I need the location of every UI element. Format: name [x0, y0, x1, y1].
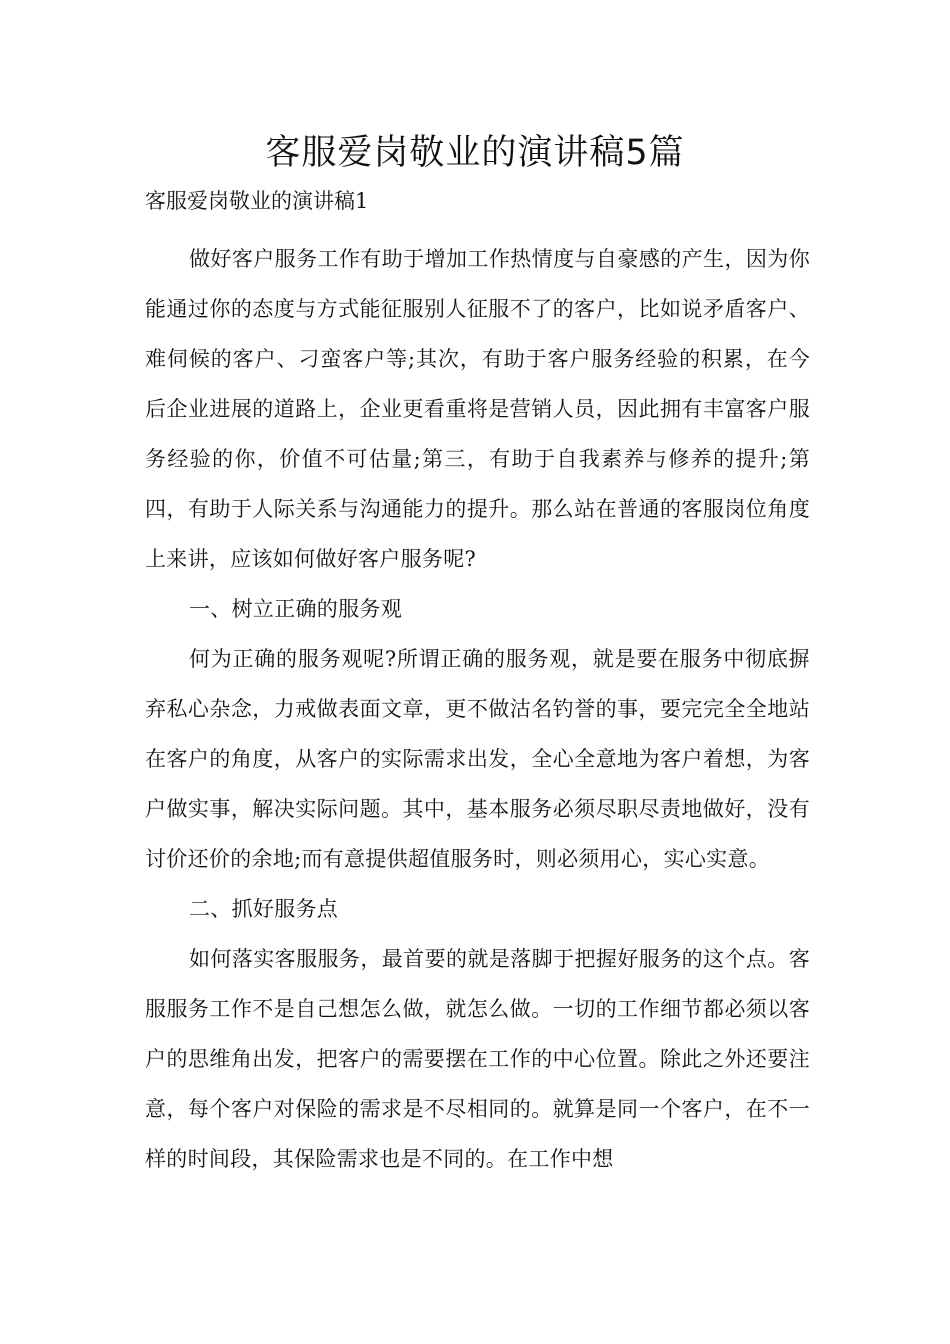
section-heading-2: 二、抓好服务点 — [189, 897, 339, 921]
document-title: 客服爱岗敬业的演讲稿5篇 — [265, 133, 685, 173]
paragraph-service-point: 如何落实客服服务，最首要的就是落脚于把握好服务的这个点。客服服务工作不是自己想怎么做，就怎么做。一切的工作细节都必须以客户的思维角出发，把客户的需要摆在工作的中心位置。除此之外还要注意，每个客户对保险的需求是不尽相同的。就算是同一个客户，在不一样的时间段，其保险需求也是不同的。在工作中想 — [145, 947, 810, 1171]
document-body — [145, 234, 810, 1184]
paragraph-intro: 做好客户服务工作有助于增加工作热情度与自豪感的产生，因为你能通过你的态度与方式能征服别人征服不了的客户，比如说矛盾客户、难伺候的客户、刁蛮客户等;其次，有助于客户服务经验的积累，在今后企业进展的道路上，企业更看重将是营销人员，因此拥有丰富客户服务经验的你，价值不可估量;第三，有助于自我素养与修养的提升;第四，有助于人际关系与沟通能力的提升。那么站在普通的客服岗位角度上来讲，应该如何做好客户服务呢? — [145, 247, 810, 571]
paragraph-service-view: 何为正确的服务观呢?所谓正确的服务观，就是要在服务中彻底摒弃私心杂念，力戒做表面文章，更不做沽名钓誉的事，要完完全全地站在客户的角度，从客户的实际需求出发，全心全意地为客户着想，为客户做实事，解决实际问题。其中，基本服务必须尽职尽责地做好，没有讨价还价的余地;而有意提供超值服务时，则必须用心，实心实意。 — [145, 647, 810, 871]
section-heading-1: 一、树立正确的服务观 — [189, 597, 402, 621]
document-subtitle: 客服爱岗敬业的演讲稿1 — [145, 189, 369, 213]
